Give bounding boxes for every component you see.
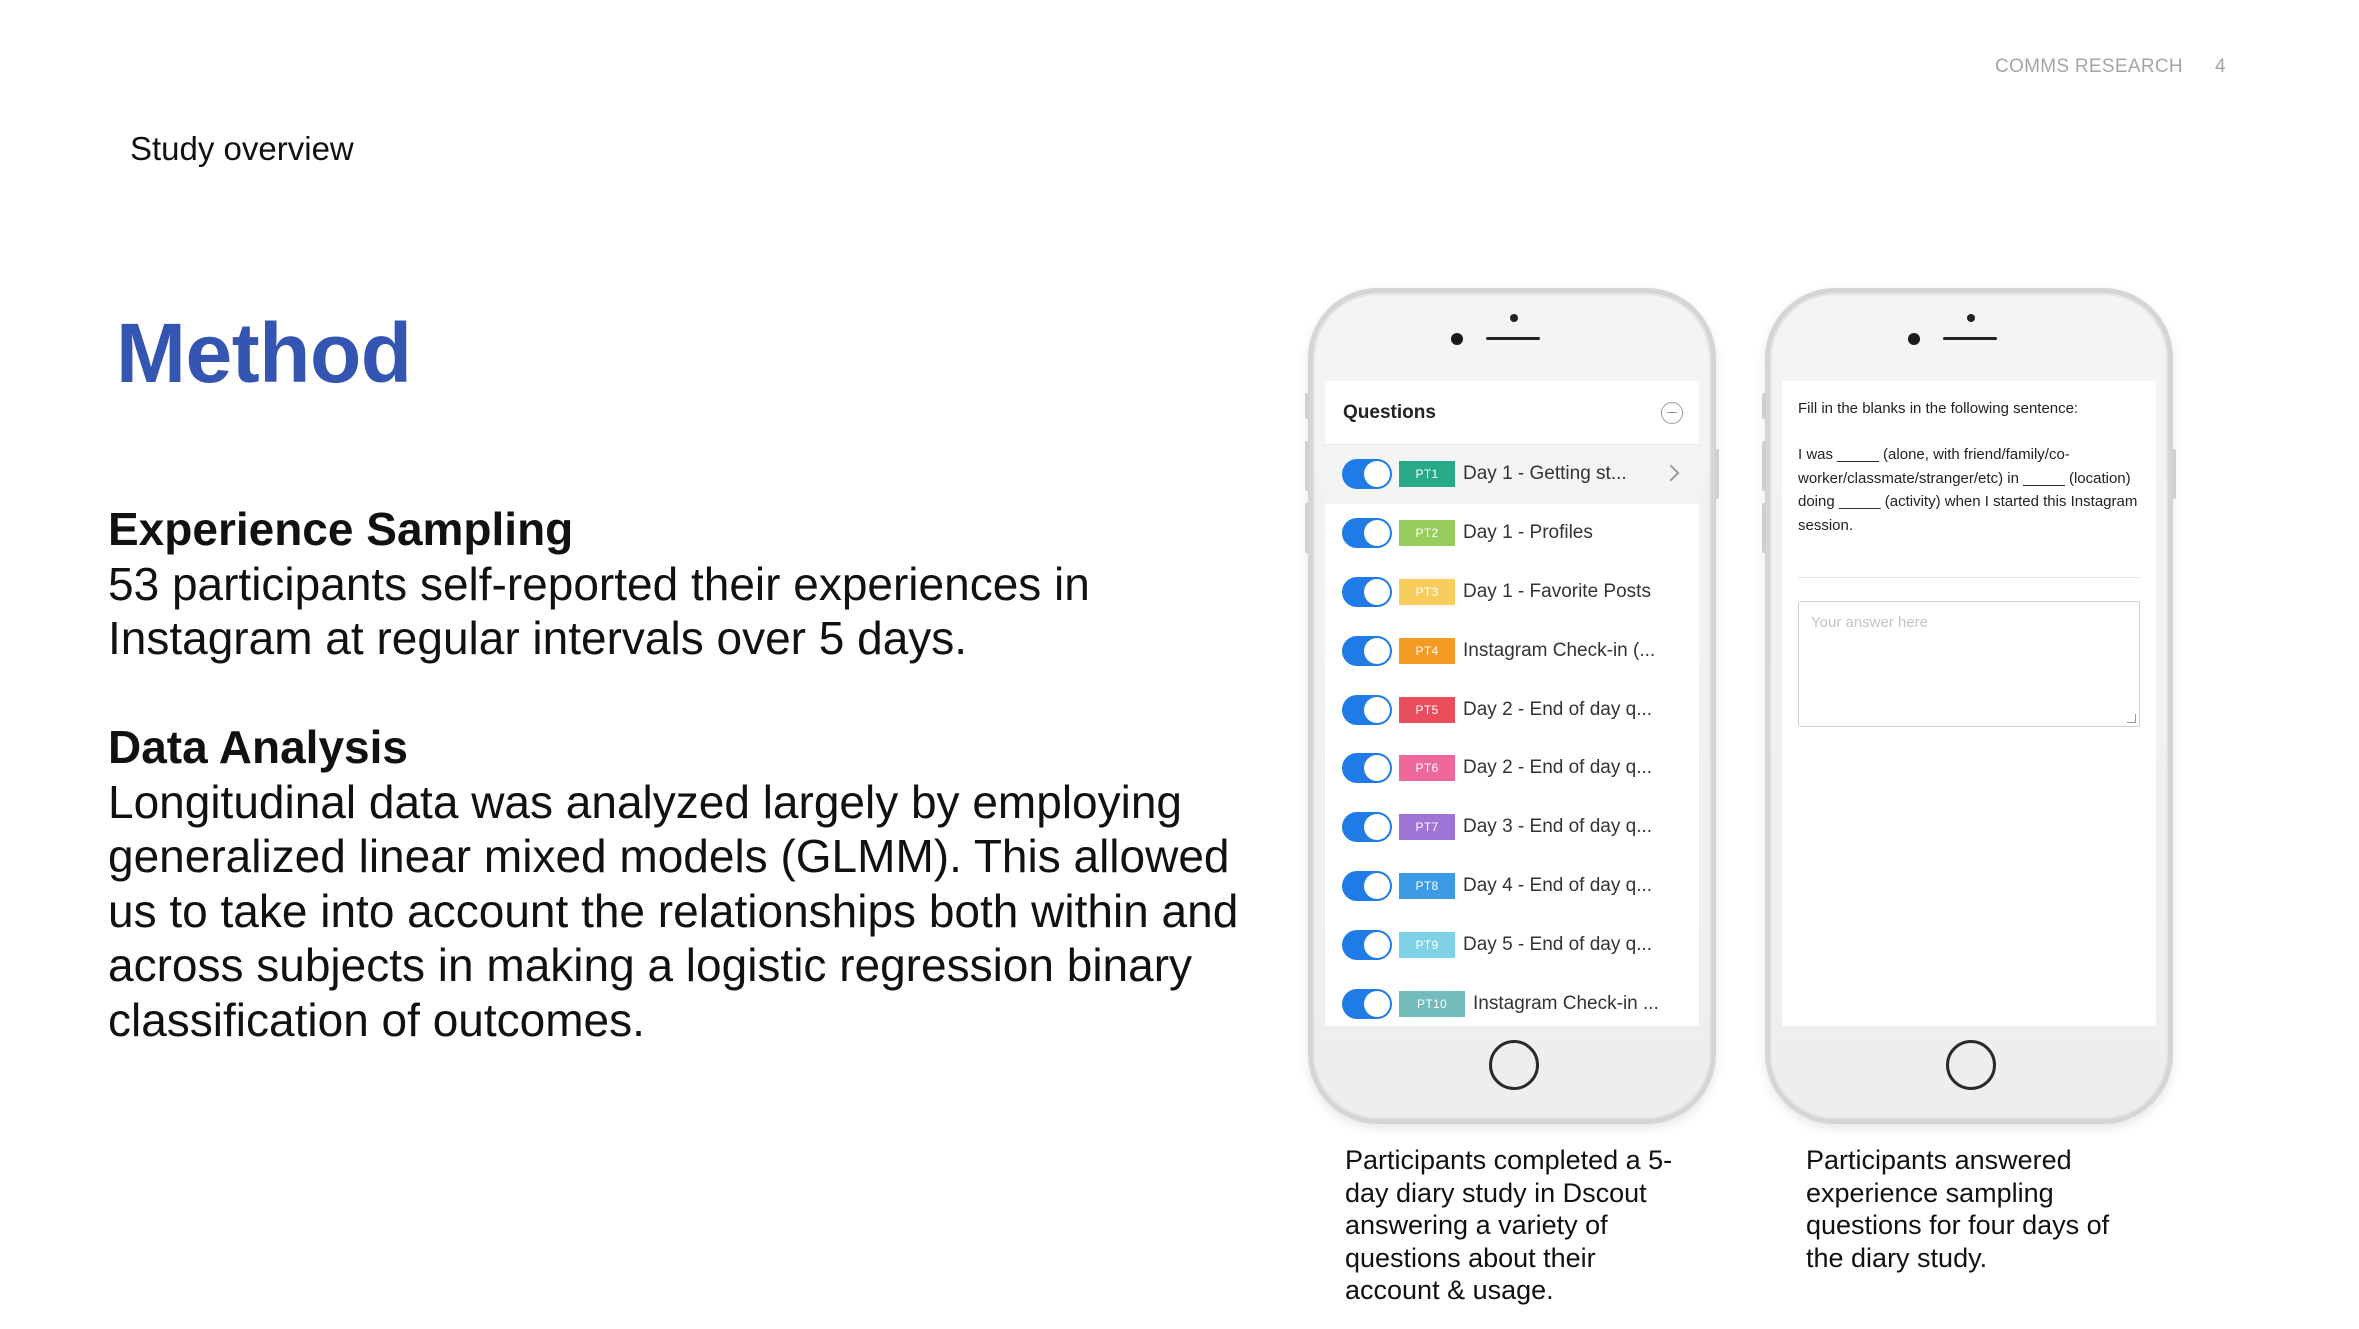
toggle-switch[interactable] [1342, 695, 1392, 725]
block-body: Longitudinal data was analyzed largely by employing generalized linear mixed models (GLMM). This allowed us to take into account the relationships both within and across subjects in making a logistic regression binary classification of outcomes. [108, 775, 1239, 1046]
power-button [2172, 449, 2176, 499]
question-label: Instagram Check-in (... [1463, 639, 1656, 661]
part-badge: PT4 [1399, 638, 1455, 664]
part-badge: PT9 [1399, 932, 1455, 958]
question-row[interactable] [1325, 504, 1699, 563]
part-badge: PT5 [1399, 697, 1455, 723]
experience-sampling-block [108, 502, 1248, 666]
sensor-dot [1510, 314, 1518, 322]
phone-screen [1325, 381, 1699, 1026]
home-button [1489, 1040, 1539, 1090]
data-analysis-block [108, 720, 1248, 1047]
part-badge: PT7 [1399, 814, 1455, 840]
question-row[interactable] [1325, 915, 1699, 974]
earpiece-speaker [1943, 337, 1997, 340]
question-label: Day 5 - End of day q... [1463, 933, 1653, 955]
question-row[interactable] [1325, 857, 1699, 916]
volume-up-button [1762, 441, 1766, 491]
question-label: Day 1 - Favorite Posts [1463, 580, 1651, 602]
questions-list [1325, 445, 1699, 1026]
question-label: Day 3 - End of day q... [1463, 816, 1653, 838]
part-badge: PT10 [1399, 991, 1465, 1017]
question-row[interactable] [1325, 621, 1699, 680]
question-row[interactable] [1325, 974, 1699, 1026]
phone-mockup-fill-blanks [1765, 288, 2173, 1124]
question-label: Day 4 - End of day q... [1463, 874, 1653, 896]
resize-handle-icon[interactable] [2127, 714, 2136, 723]
part-badge: PT2 [1399, 520, 1455, 546]
front-camera [1451, 333, 1463, 345]
question-prompt: Fill in the blanks in the following sentence: [1798, 400, 2079, 417]
question-row[interactable] [1325, 563, 1699, 622]
part-badge: PT6 [1399, 755, 1455, 781]
phone-mockup-questions [1308, 288, 1716, 1124]
mute-switch [1305, 393, 1309, 419]
collapse-icon[interactable] [1661, 402, 1683, 424]
earpiece-speaker [1486, 337, 1540, 340]
toggle-switch[interactable] [1342, 577, 1392, 607]
caption-experience-sampling: Participants answered experience sampling questions for four days of the diary study. [1806, 1145, 2110, 1273]
question-label: Day 2 - End of day q... [1463, 698, 1653, 720]
question-row[interactable] [1325, 798, 1699, 857]
question-sentence: I was _____ (alone, with friend/family/co-worker/classmate/stranger/etc) in _____ (location) doing _____ (activity) when I started this Instagram session. [1798, 446, 2138, 534]
question-label: Day 1 - Getting st... [1463, 463, 1627, 485]
answer-textarea[interactable] [1798, 601, 2140, 727]
volume-down-button [1305, 503, 1309, 553]
volume-up-button [1305, 441, 1309, 491]
question-row[interactable] [1325, 739, 1699, 798]
mute-switch [1762, 393, 1766, 419]
chevron-right-icon[interactable] [1663, 465, 1680, 482]
question-label: Day 1 - Profiles [1463, 522, 1593, 544]
question-row[interactable] [1325, 445, 1699, 504]
toggle-switch[interactable] [1342, 459, 1392, 489]
section-label: Study overview [130, 130, 354, 167]
caption-diary-study: Participants completed a 5-day diary study in Dscout answering a variety of questions about their account & usage. [1345, 1145, 1673, 1305]
block-heading: Data Analysis [108, 721, 408, 773]
toggle-switch[interactable] [1342, 871, 1392, 901]
answer-placeholder: Your answer here [1811, 614, 1929, 631]
divider [1798, 577, 2140, 578]
header-brand: COMMS RESEARCH [1995, 56, 2183, 77]
block-heading: Experience Sampling [108, 503, 574, 555]
home-button [1946, 1040, 1996, 1090]
front-camera [1908, 333, 1920, 345]
block-body: 53 participants self-reported their experiences in Instagram at regular intervals over 5 days. [108, 557, 1090, 664]
toggle-switch[interactable] [1342, 518, 1392, 548]
questions-header [1325, 381, 1699, 445]
questions-title: Questions [1343, 401, 1436, 423]
toggle-switch[interactable] [1342, 930, 1392, 960]
sensor-dot [1967, 314, 1975, 322]
toggle-switch[interactable] [1342, 636, 1392, 666]
question-row[interactable] [1325, 680, 1699, 739]
power-button [1715, 449, 1719, 499]
question-label: Instagram Check-in ... [1473, 992, 1659, 1014]
volume-down-button [1762, 503, 1766, 553]
toggle-switch[interactable] [1342, 812, 1392, 842]
page-number: 4 [2215, 56, 2226, 77]
page-title: Method [116, 306, 412, 400]
part-badge: PT3 [1399, 579, 1455, 605]
part-badge: PT1 [1399, 461, 1455, 487]
toggle-switch[interactable] [1342, 753, 1392, 783]
phone-screen [1782, 381, 2156, 1026]
toggle-switch[interactable] [1342, 989, 1392, 1019]
question-label: Day 2 - End of day q... [1463, 757, 1653, 779]
part-badge: PT8 [1399, 873, 1455, 899]
